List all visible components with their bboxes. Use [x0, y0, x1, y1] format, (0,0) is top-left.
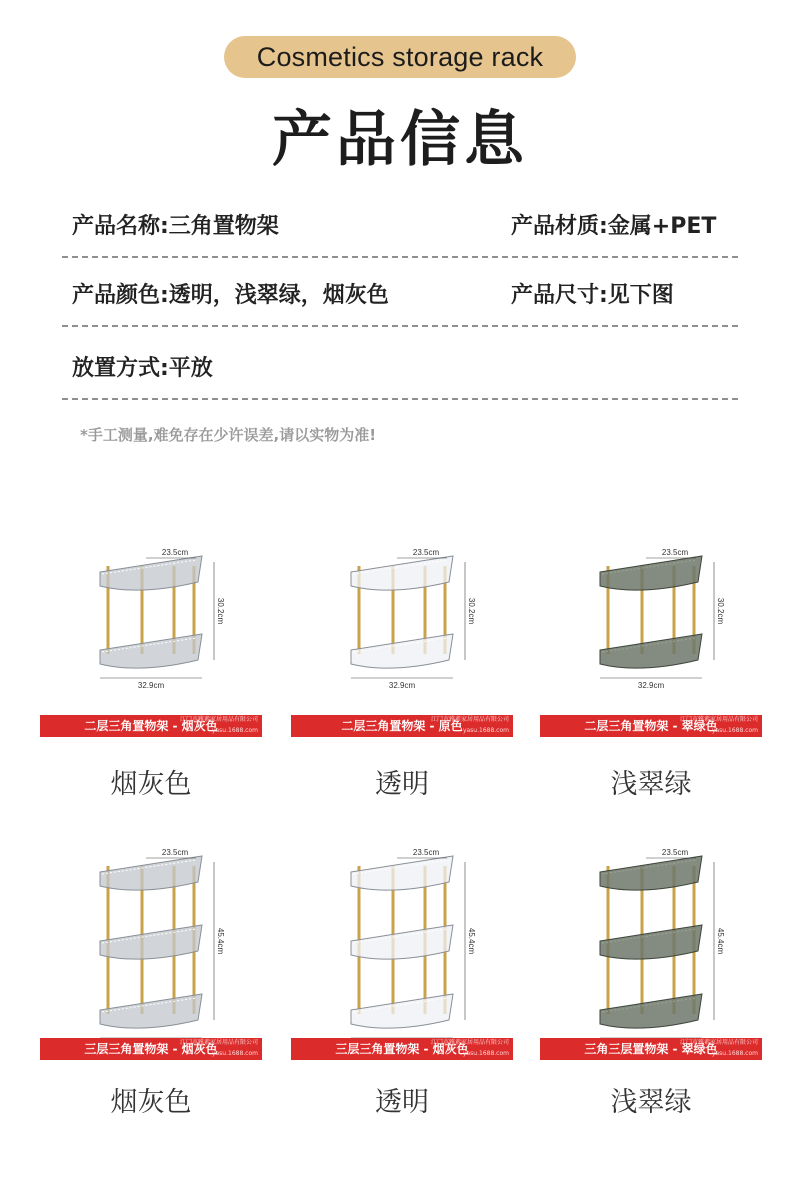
height-label: 45.4cm: [467, 927, 476, 955]
info-row-3: [72, 351, 736, 381]
category-badge: Cosmetics storage rack: [224, 36, 576, 78]
banner-site: yasu.1688.com: [462, 727, 509, 734]
product-banner: [540, 1038, 762, 1060]
color-label: 浅翠绿: [610, 769, 692, 800]
product-banner: [40, 715, 262, 737]
color-label: 透明: [375, 1087, 429, 1118]
info-row-2: [72, 278, 736, 308]
depth-label: 23.5cm: [412, 848, 440, 857]
divider: [62, 256, 738, 258]
banner-company: 江门市雅素家居用品有限公司: [179, 716, 258, 723]
width-label: 32.9cm: [637, 681, 665, 690]
depth-label: 23.5cm: [661, 548, 689, 557]
color-label: 烟灰色: [110, 769, 192, 800]
product-card[interactable]: [40, 540, 262, 800]
height-label: 45.4cm: [716, 927, 725, 955]
measurement-note: *手工测量,难免存在少许误差,请以实物为准!: [80, 426, 377, 444]
info-row-1: [72, 209, 736, 239]
product-card[interactable]: [540, 540, 762, 800]
divider: [62, 398, 738, 400]
color-label: 浅翠绿: [610, 1087, 692, 1118]
banner-site: yasu.1688.com: [211, 1050, 258, 1057]
product-colors: 产品颜色:透明，浅翠绿，烟灰色: [72, 283, 389, 308]
color-label: 透明: [375, 769, 429, 800]
height-label: 30.2cm: [467, 597, 476, 625]
rack-illustration: [291, 840, 513, 1040]
height-label: 45.4cm: [216, 927, 225, 955]
banner-title: 二层三角置物架 - 翠绿色: [584, 719, 718, 733]
banner-company: 江门市雅素家居用品有限公司: [430, 1039, 509, 1046]
banner-title: 三角三层置物架 - 翠绿色: [584, 1042, 718, 1056]
width-label: 32.9cm: [137, 681, 165, 690]
banner-title: 三层三角置物架 - 烟灰色: [84, 1042, 218, 1056]
banner-site: yasu.1688.com: [211, 727, 258, 734]
product-size: 产品尺寸:见下图: [511, 283, 674, 308]
banner-company: 江门市雅素家居用品有限公司: [679, 716, 758, 723]
banner-site: yasu.1688.com: [462, 1050, 509, 1057]
banner-site: yasu.1688.com: [711, 727, 758, 734]
rack-illustration: [540, 540, 762, 690]
product-banner: [40, 1038, 262, 1060]
divider: [62, 325, 738, 327]
banner-company: 江门市雅素家居用品有限公司: [679, 1039, 758, 1046]
banner-title: 二层三角置物架 - 烟灰色: [84, 719, 218, 733]
product-banner: [291, 715, 513, 737]
banner-site: yasu.1688.com: [711, 1050, 758, 1057]
product-card[interactable]: [291, 540, 513, 800]
product-banner: [291, 1038, 513, 1060]
product-card[interactable]: [540, 840, 762, 1118]
product-card[interactable]: [40, 840, 262, 1118]
product-name: 产品名称:三角置物架: [72, 214, 279, 239]
depth-label: 23.5cm: [412, 548, 440, 557]
product-banner: [540, 715, 762, 737]
page-title: 产品信息: [272, 105, 528, 175]
product-card[interactable]: [291, 840, 513, 1118]
height-label: 30.2cm: [716, 597, 725, 625]
height-label: 30.2cm: [216, 597, 225, 625]
rack-illustration: [540, 840, 762, 1040]
depth-label: 23.5cm: [661, 848, 689, 857]
depth-label: 23.5cm: [161, 848, 189, 857]
width-label: 32.9cm: [388, 681, 416, 690]
rack-illustration: [291, 540, 513, 690]
banner-company: 江门市雅素家居用品有限公司: [430, 716, 509, 723]
rack-illustration: [40, 840, 262, 1040]
placement-method: 放置方式:平放: [72, 356, 213, 381]
color-label: 烟灰色: [110, 1087, 192, 1118]
rack-illustration: [40, 540, 262, 690]
banner-title: 二层三角置物架 - 原色: [341, 719, 463, 733]
banner-company: 江门市雅素家居用品有限公司: [179, 1039, 258, 1046]
product-material: 产品材质:金属+PET: [511, 214, 717, 239]
banner-title: 三层三角置物架 - 烟灰色: [335, 1042, 469, 1056]
depth-label: 23.5cm: [161, 548, 189, 557]
